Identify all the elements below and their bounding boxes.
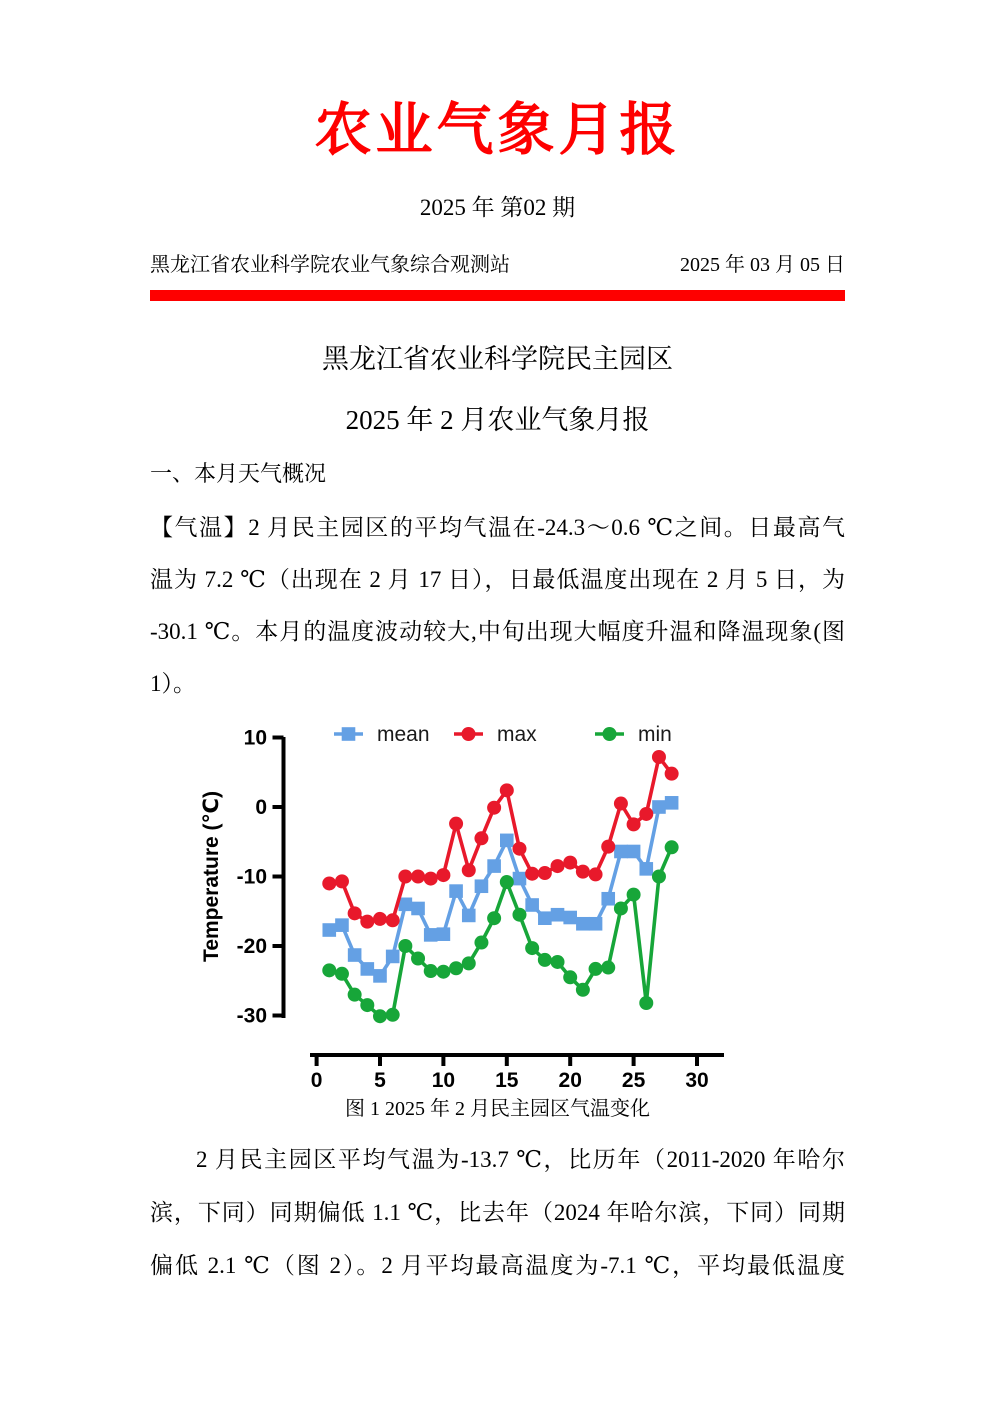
x-tick-label: 5 <box>374 1068 386 1088</box>
series-mean <box>322 796 678 983</box>
data-point-mean <box>627 844 641 858</box>
data-point-max <box>474 831 488 845</box>
y-tick-label: -30 <box>236 1004 267 1028</box>
legend-marker-max <box>462 727 476 741</box>
data-point-mean <box>462 908 476 922</box>
divider-bar <box>150 290 845 301</box>
data-point-min <box>474 935 488 949</box>
data-point-min <box>601 960 615 974</box>
legend-marker-mean <box>342 727 356 741</box>
x-tick-label: 10 <box>431 1068 456 1088</box>
data-point-mean <box>399 897 413 911</box>
data-point-min <box>462 956 476 970</box>
data-point-max <box>652 750 666 764</box>
data-point-min <box>639 996 653 1010</box>
series-line-mean <box>329 802 671 975</box>
data-point-min <box>360 998 374 1012</box>
x-tick-label: 30 <box>685 1068 709 1088</box>
report-title: 农业气象月报 <box>314 99 681 162</box>
data-point-mean <box>373 969 387 983</box>
data-point-max <box>563 855 577 869</box>
x-tick-label: 15 <box>495 1068 519 1088</box>
data-point-max <box>665 766 679 780</box>
data-point-mean <box>576 917 590 931</box>
data-point-min <box>436 964 450 978</box>
legend-marker-min <box>603 727 617 741</box>
data-point-mean <box>538 911 552 925</box>
subtitle-report-name: 2025 年 2 月农业气象月报 <box>345 404 650 435</box>
figure-1 <box>188 710 845 1088</box>
paragraph-line: 1）。 <box>150 670 196 696</box>
station-name: 黑龙江省农业科学院农业气象综合观测站 <box>150 253 510 276</box>
data-point-min <box>487 911 501 925</box>
data-point-mean <box>475 879 489 893</box>
data-point-min <box>563 970 577 984</box>
data-point-mean <box>589 917 603 931</box>
legend-label-mean: mean <box>377 722 430 746</box>
data-point-max <box>373 912 387 926</box>
publish-date: 2025 年 03 月 05 日 <box>680 253 845 276</box>
temperature-chart <box>188 710 748 1088</box>
data-point-min <box>411 951 425 965</box>
data-point-mean <box>437 927 451 941</box>
data-point-min <box>373 1009 387 1023</box>
data-point-mean <box>551 908 565 922</box>
data-point-max <box>601 839 615 853</box>
paragraph-line: -30.1 ℃。本月的温度波动较大,中旬出现大幅度升温和降温现象(图 <box>150 618 845 644</box>
x-tick-label: 25 <box>621 1068 646 1088</box>
legend-item-mean <box>334 723 430 746</box>
data-point-max <box>487 800 501 814</box>
x-tick-label: 20 <box>558 1068 582 1088</box>
data-point-max <box>335 874 349 888</box>
data-point-min <box>627 887 641 901</box>
data-point-min <box>386 1007 400 1021</box>
paragraph-line: 偏低 2.1 ℃（图 2）。2 月平均最高温度为-7.1 ℃，平均最低温度 <box>150 1252 845 1278</box>
data-point-mean <box>525 898 539 912</box>
data-point-min <box>512 907 526 921</box>
data-point-mean <box>424 928 438 942</box>
legend-item-max <box>454 723 537 746</box>
y-axis-label: Temperature (℃) <box>200 790 223 962</box>
y-tick-label: 0 <box>255 795 267 819</box>
y-tick-label: -20 <box>236 934 267 958</box>
data-point-max <box>576 864 590 878</box>
data-point-max <box>627 817 641 831</box>
data-point-min <box>449 961 463 975</box>
data-point-mean <box>322 923 336 937</box>
data-point-max <box>462 863 476 877</box>
data-point-max <box>386 913 400 927</box>
data-point-min <box>348 987 362 1001</box>
data-point-max <box>411 869 425 883</box>
data-point-max <box>512 841 526 855</box>
paragraph-line: 【气温】2 月民主园区的平均气温在-24.3～0.6 ℃之间。日最高气 <box>150 514 845 540</box>
data-point-mean <box>386 949 400 963</box>
legend-item-min <box>595 723 672 746</box>
data-point-max <box>348 906 362 920</box>
paragraph-line: 2 月民主园区平均气温为-13.7 ℃，比历年（2011-2020 年哈尔 <box>196 1146 845 1172</box>
data-point-max <box>424 871 438 885</box>
data-point-mean <box>487 859 501 873</box>
data-point-min <box>322 963 336 977</box>
data-point-max <box>449 816 463 830</box>
masthead-row <box>150 248 845 277</box>
data-point-mean <box>500 833 514 847</box>
data-point-min <box>576 982 590 996</box>
legend-label-min: min <box>638 722 672 746</box>
data-point-mean <box>361 962 375 976</box>
data-point-max <box>614 796 628 810</box>
data-point-mean <box>335 918 349 932</box>
data-point-min <box>424 964 438 978</box>
data-point-min <box>335 966 349 980</box>
data-point-min <box>525 941 539 955</box>
x-tick-label: 0 <box>310 1068 323 1088</box>
data-point-mean <box>639 862 653 876</box>
data-point-min <box>500 875 514 889</box>
data-point-min <box>589 962 603 976</box>
paragraph-summary <box>150 1133 845 1292</box>
data-point-mean <box>411 901 425 915</box>
data-point-mean <box>601 892 615 906</box>
data-point-min <box>398 939 412 953</box>
legend-label-max: max <box>497 722 537 746</box>
data-point-max <box>322 876 336 890</box>
data-point-max <box>360 914 374 928</box>
data-point-min <box>551 955 565 969</box>
data-point-min <box>614 901 628 915</box>
data-point-mean <box>614 844 628 858</box>
data-point-max <box>639 807 653 821</box>
data-point-min <box>538 953 552 967</box>
data-point-max <box>525 866 539 880</box>
data-point-max <box>538 866 552 880</box>
issue-line: 2025 年 第02 期 <box>419 194 576 220</box>
data-point-mean <box>652 800 666 814</box>
subtitle-organization: 黑龙江省农业科学院民主园区 <box>322 343 673 374</box>
y-tick-label: -10 <box>236 865 267 889</box>
data-point-min <box>665 840 679 854</box>
data-point-max <box>436 868 450 882</box>
section-heading-weather-overview: 一、本月天气概况 <box>150 460 327 486</box>
data-point-mean <box>563 910 577 924</box>
data-point-max <box>500 783 514 797</box>
data-point-mean <box>449 884 463 898</box>
paragraph-line: 温为 7.2 ℃（出现在 2 月 17 日），日最低温度出现在 2 月 5 日，为 <box>150 566 845 592</box>
data-point-mean <box>513 871 527 885</box>
data-point-max <box>398 869 412 883</box>
figure-caption: 图 1 2025 年 2 月民主园区气温变化 <box>345 1097 650 1120</box>
y-tick-label: 10 <box>243 726 267 750</box>
data-point-mean <box>348 948 362 962</box>
data-point-max <box>551 859 565 873</box>
data-point-max <box>589 867 603 881</box>
legend <box>334 723 672 746</box>
paragraph-line: 滨，下同）同期偏低 1.1 ℃，比去年（2024 年哈尔滨，下同）同期 <box>150 1199 845 1225</box>
data-point-mean <box>665 796 679 810</box>
paragraph-temperature <box>150 502 845 710</box>
data-point-min <box>652 869 666 883</box>
